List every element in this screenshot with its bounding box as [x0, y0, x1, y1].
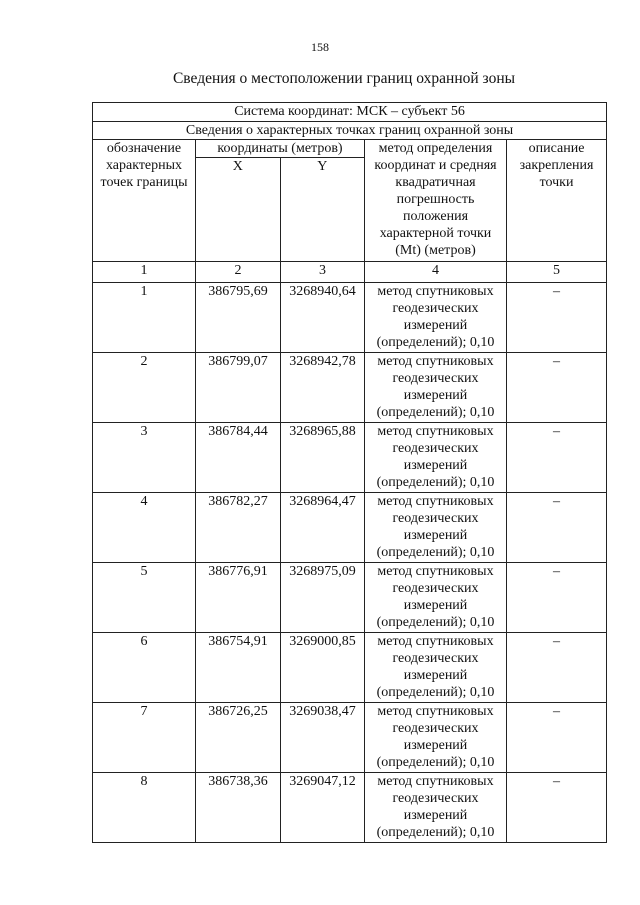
- description-cell: –: [507, 283, 607, 353]
- point-cell: 4: [93, 493, 196, 563]
- description-cell: –: [507, 423, 607, 493]
- x-coordinate-cell: 386776,91: [196, 563, 281, 633]
- table-row: [93, 423, 607, 493]
- method-cell: метод спутниковых геодезических измерений (определений); 0,10: [365, 353, 507, 423]
- point-cell: 6: [93, 633, 196, 703]
- description-cell: –: [507, 353, 607, 423]
- header-method: метод определения координат и средняя квадратичная погрешность положения характерной точки (Mt) (метров): [365, 140, 507, 262]
- description-cell: –: [507, 633, 607, 703]
- method-cell: метод спутниковых геодезических измерений (определений); 0,10: [365, 563, 507, 633]
- y-coordinate-cell: 3268965,88: [281, 423, 365, 493]
- y-coordinate-cell: 3268940,64: [281, 283, 365, 353]
- y-coordinate-cell: 3269047,12: [281, 773, 365, 843]
- point-cell: 5: [93, 563, 196, 633]
- description-cell: –: [507, 563, 607, 633]
- description-cell: –: [507, 703, 607, 773]
- column-number: 1: [93, 262, 196, 283]
- x-coordinate-cell: 386799,07: [196, 353, 281, 423]
- column-number: 3: [281, 262, 365, 283]
- y-coordinate-cell: 3268942,78: [281, 353, 365, 423]
- table-row: [93, 493, 607, 563]
- method-cell: метод спутниковых геодезических измерений (определений); 0,10: [365, 423, 507, 493]
- description-cell: –: [507, 493, 607, 563]
- column-number: 2: [196, 262, 281, 283]
- point-cell: 3: [93, 423, 196, 493]
- method-cell: метод спутниковых геодезических измерений (определений); 0,10: [365, 493, 507, 563]
- header-designation: обозначение характерных точек границы: [93, 140, 196, 262]
- x-coordinate-cell: 386795,69: [196, 283, 281, 353]
- header-coordinates-label: координаты (метров): [196, 140, 364, 158]
- y-coordinate-cell: 3269000,85: [281, 633, 365, 703]
- y-coordinate-cell: 3268975,09: [281, 563, 365, 633]
- column-number-row: [93, 262, 607, 283]
- coordinates-table: [92, 102, 607, 843]
- table-row: [93, 353, 607, 423]
- method-cell: метод спутниковых геодезических измерений (определений); 0,10: [365, 283, 507, 353]
- x-coordinate-cell: 386726,25: [196, 703, 281, 773]
- header-coordinates: [196, 140, 365, 262]
- header-y: Y: [317, 159, 328, 174]
- table-row: [93, 773, 607, 843]
- x-coordinate-cell: 386784,44: [196, 423, 281, 493]
- table-row: [93, 633, 607, 703]
- x-coordinate-cell: 386738,36: [196, 773, 281, 843]
- column-number: 5: [507, 262, 607, 283]
- method-cell: метод спутниковых геодезических измерений (определений); 0,10: [365, 703, 507, 773]
- points-info-row: Сведения о характерных точках границ охранной зоны: [93, 122, 607, 140]
- point-cell: 7: [93, 703, 196, 773]
- header-description: описание закрепления точки: [507, 140, 607, 262]
- method-cell: метод спутниковых геодезических измерений (определений); 0,10: [365, 773, 507, 843]
- table-row: [93, 283, 607, 353]
- point-cell: 8: [93, 773, 196, 843]
- description-cell: –: [507, 773, 607, 843]
- x-coordinate-cell: 386782,27: [196, 493, 281, 563]
- point-cell: 2: [93, 353, 196, 423]
- header-x: X: [196, 158, 281, 261]
- page-number: 158: [311, 40, 329, 54]
- column-number: 4: [365, 262, 507, 283]
- table-row: [93, 563, 607, 633]
- x-coordinate-cell: 386754,91: [196, 633, 281, 703]
- coordinate-system-row: Система координат: МСК – субъект 56: [93, 103, 607, 122]
- table-row: [93, 703, 607, 773]
- point-cell: 1: [93, 283, 196, 353]
- document-title: Сведения о местоположении границ охранной зоны: [172, 70, 516, 87]
- y-coordinate-cell: 3269038,47: [281, 703, 365, 773]
- y-coordinate-cell: 3268964,47: [281, 493, 365, 563]
- method-cell: метод спутниковых геодезических измерений (определений); 0,10: [365, 633, 507, 703]
